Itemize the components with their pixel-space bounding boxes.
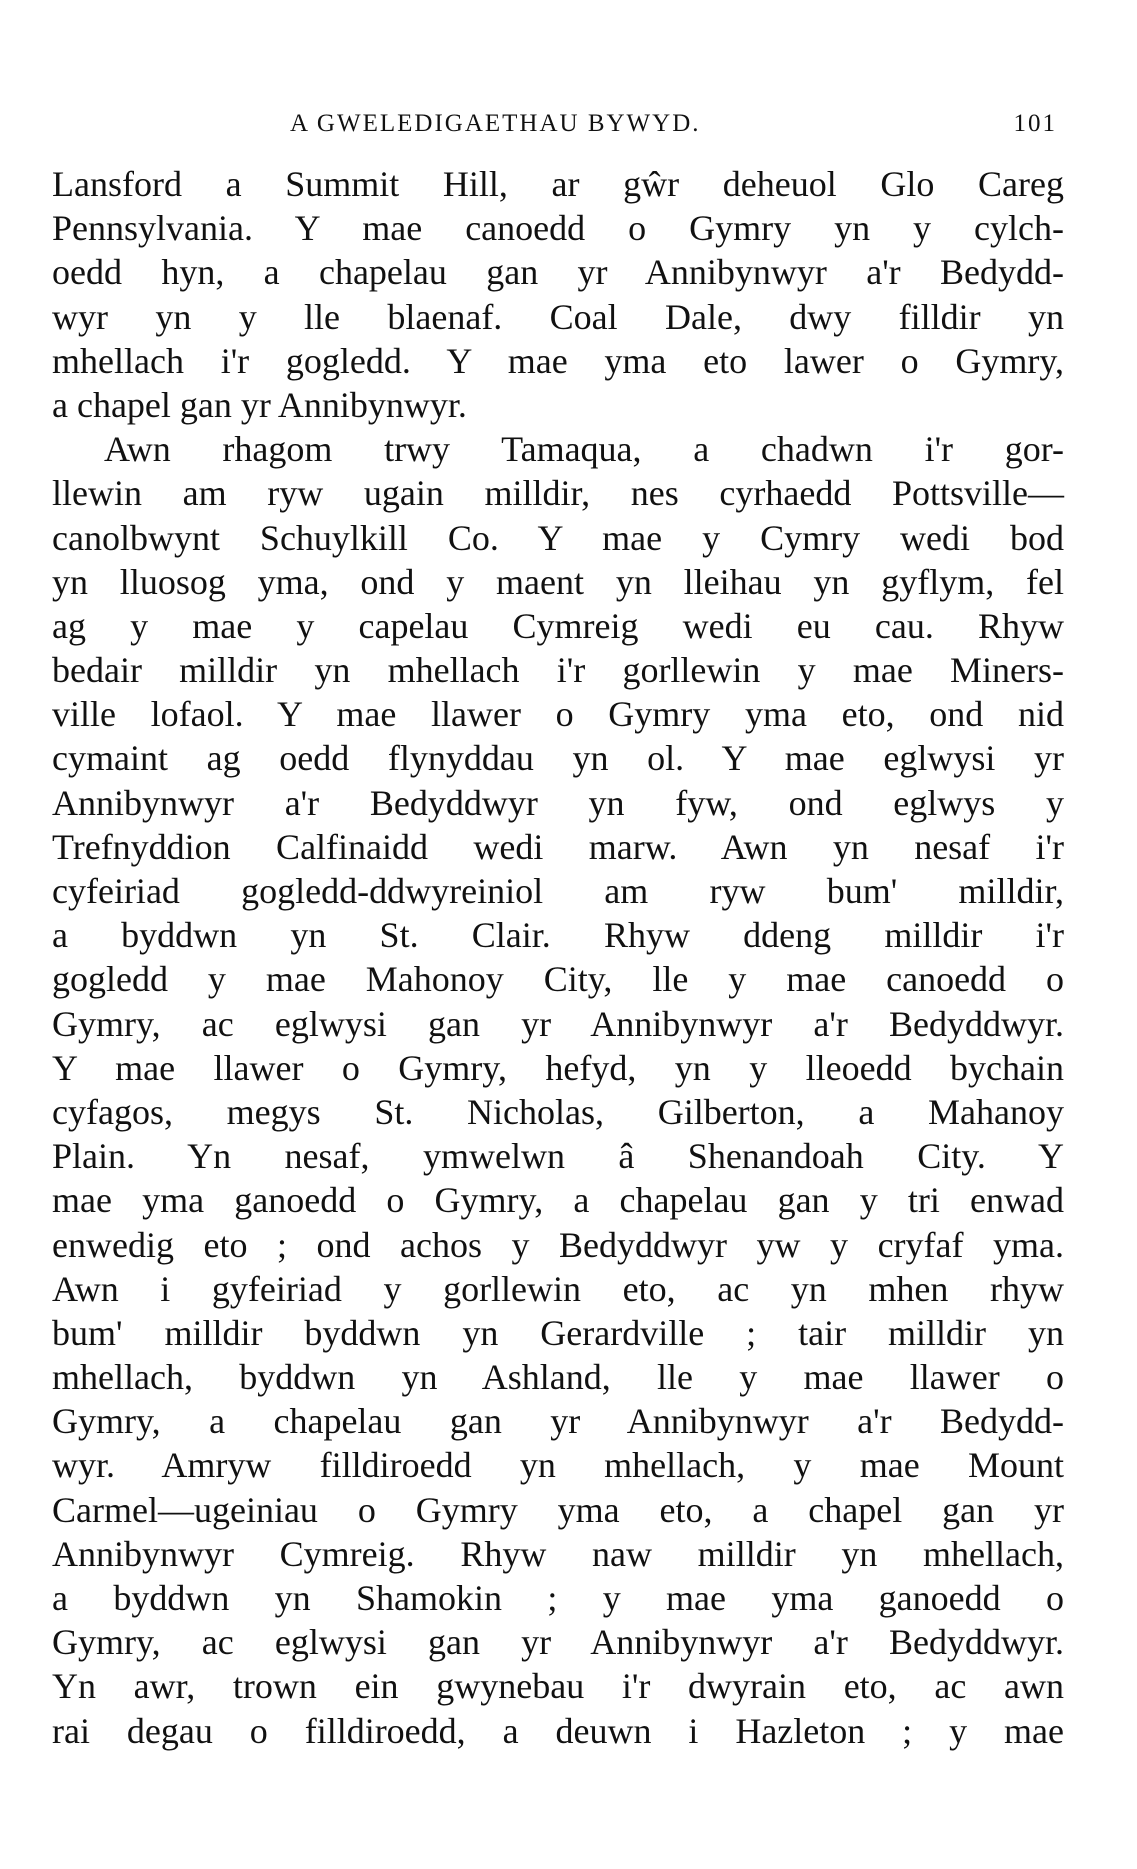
text-line: Annibynwyr Cymreig. Rhyw naw milldir yn mhellach, — [52, 1533, 1064, 1574]
running-title: A GWELEDIGAETHAU BYWYD. — [290, 110, 701, 137]
text-line: wyr. Amryw filldiroedd yn mhellach, y mae Mount — [52, 1445, 1064, 1486]
text-line: mae yma ganoedd o Gymry, a chapelau gan y tri enwad — [52, 1180, 1064, 1221]
text-line: gogledd y mae Mahonoy City, lle y mae canoedd o — [52, 959, 1064, 1000]
paragraph-start-line: Awn rhagom trwy Tamaqua, a chadwn i'r gor- — [104, 429, 1064, 470]
text-line: cymaint ag oedd flynyddau yn ol. Y mae eglwysi yr — [52, 738, 1064, 779]
text-line: mhellach, byddwn yn Ashland, lle y mae llawer o — [52, 1357, 1064, 1398]
text-line: Yn awr, trown ein gwynebau i'r dwyrain eto, ac awn — [52, 1666, 1064, 1707]
text-line: ag y mae y capelau Cymreig wedi eu cau. Rhyw — [52, 605, 1064, 646]
text-line: bedair milldir yn mhellach i'r gorllewin y mae Miners- — [52, 650, 1064, 691]
text-line: a byddwn yn Shamokin ; y mae yma ganoedd o — [52, 1578, 1064, 1618]
text-line: Annibynwyr a'r Bedyddwyr yn fyw, ond eglwys y — [52, 782, 1064, 823]
text-line: mhellach i'r gogledd. Y mae yma eto lawer o Gymry, — [52, 340, 1064, 381]
text-line: yn lluosog yma, ond y maent yn lleihau yn gyflym, fel — [52, 561, 1064, 602]
text-line: Carmel—ugeiniau o Gymry yma eto, a chapel gan yr — [52, 1489, 1064, 1530]
text-line: oedd hyn, a chapelau gan yr Annibynwyr a'r Bedydd- — [52, 252, 1064, 293]
text-line: bum' milldir byddwn yn Gerardville ; tair milldir yn — [52, 1312, 1064, 1353]
text-line: Gymry, a chapelau gan yr Annibynwyr a'r Bedydd- — [52, 1401, 1064, 1442]
text-line: Gymry, ac eglwysi gan yr Annibynwyr a'r Bedyddwyr. — [52, 1003, 1064, 1044]
running-head — [0, 104, 1137, 144]
text-line: a chapel gan yr Annibynwyr. — [52, 384, 467, 425]
text-line: rai degau o filldiroedd, a deuwn i Hazleton ; y mae — [52, 1710, 1064, 1751]
text-line: Trefnyddion Calfinaidd wedi marw. Awn yn nesaf i'r — [52, 826, 1064, 867]
text-line: cyfagos, megys St. Nicholas, Gilberton, a Mahanoy — [52, 1091, 1064, 1132]
body-text — [52, 162, 1064, 1753]
text-line: Y mae llawer o Gymry, hefyd, yn y lleoedd bychain — [52, 1047, 1064, 1088]
text-line: Plain. Yn nesaf, ymwelwn â Shenandoah City. Y — [52, 1136, 1064, 1177]
text-line: canolbwynt Schuylkill Co. Y mae y Cymry wedi bod — [52, 517, 1064, 558]
text-line: Awn i gyfeiriad y gorllewin eto, ac yn mhen rhyw — [52, 1268, 1064, 1309]
text-line: Lansford a Summit Hill, ar gŵr deheuol Glo Careg — [52, 164, 1064, 204]
text-line: llewin am ryw ugain milldir, nes cyrhaedd Pottsville— — [52, 473, 1064, 514]
text-line: a byddwn yn St. Clair. Rhyw ddeng milldir i'r — [52, 915, 1064, 956]
text-line: wyr yn y lle blaenaf. Coal Dale, dwy filldir yn — [52, 296, 1064, 337]
text-line: Gymry, ac eglwysi gan yr Annibynwyr a'r Bedyddwyr. — [52, 1622, 1064, 1663]
text-line: enwedig eto ; ond achos y Bedyddwyr yw y cryfaf yma. — [52, 1224, 1064, 1265]
page-number: 101 — [1013, 110, 1057, 137]
text-line: Pennsylvania. Y mae canoedd o Gymry yn y cylch- — [52, 208, 1064, 249]
text-line: cyfeiriad gogledd-ddwyreiniol am ryw bum' milldir, — [52, 871, 1064, 911]
text-line: ville lofaol. Y mae llawer o Gymry yma eto, ond nid — [52, 694, 1064, 735]
